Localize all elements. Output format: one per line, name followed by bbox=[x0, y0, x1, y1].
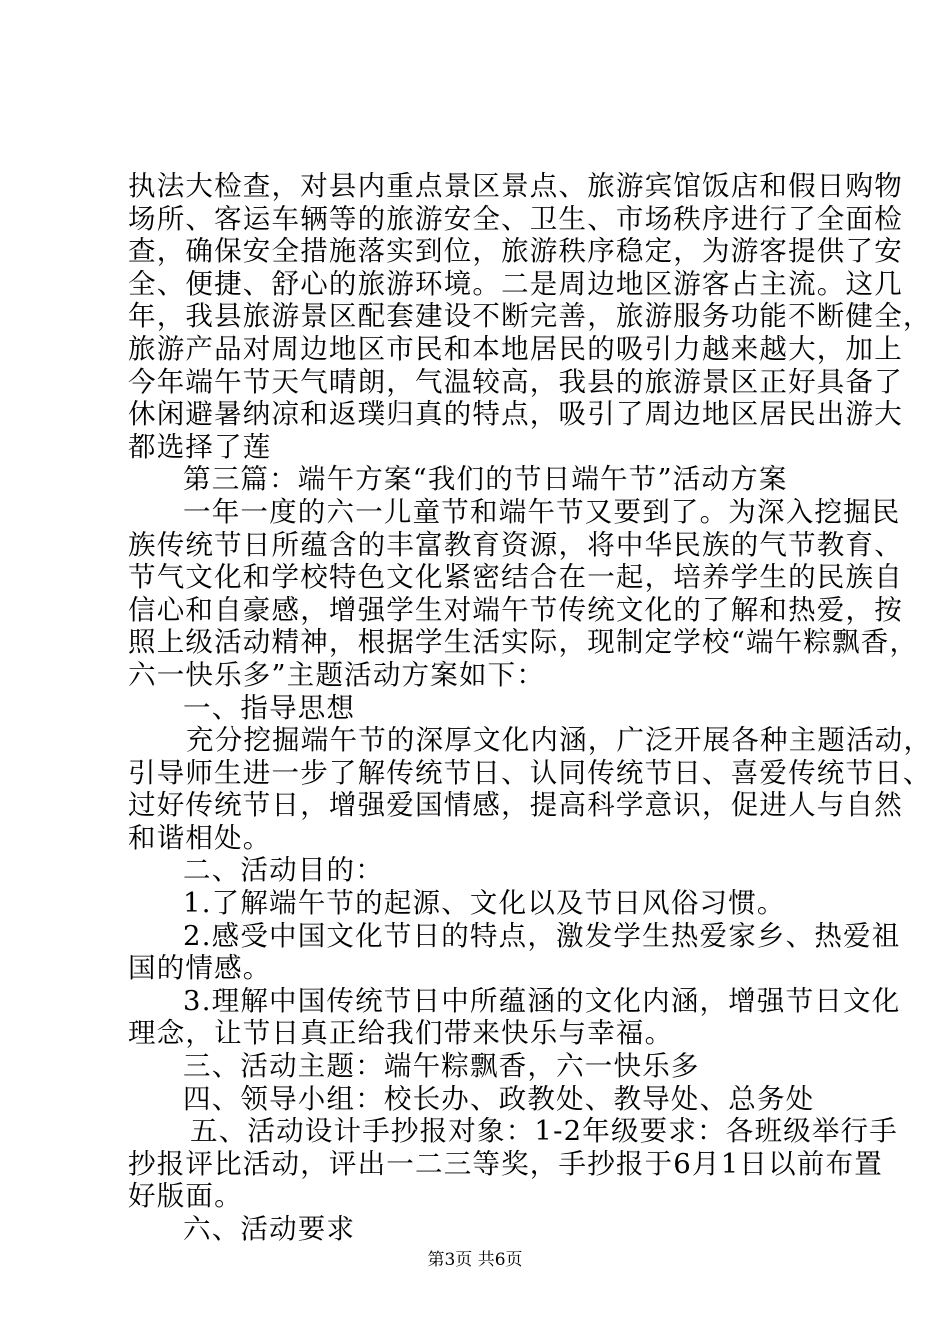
text-line: 年，我县旅游景区配套建设不断完善，旅游服务功能不断健全， bbox=[128, 300, 932, 333]
text-line: 充分挖掘端午节的深厚文化内涵，广泛开展各种主题活动， bbox=[186, 724, 933, 757]
text-line: 都选择了莲 bbox=[128, 430, 272, 463]
section-heading: 一、指导思想 bbox=[183, 691, 356, 724]
text-line: 节气文化和学校特色文化紧密结合在一起，培养学生的民族自 bbox=[128, 561, 903, 594]
text-line: 信心和自豪感，增强学生对端午节传统文化的了解和热爱，按 bbox=[128, 593, 903, 626]
text-line: 好版面。 bbox=[128, 1180, 243, 1213]
section-heading: 三、活动主题：端午粽飘香，六一快乐多 bbox=[183, 1050, 700, 1083]
text-line: 全、便捷、舒心的旅游环境。二是周边地区游客占主流。这几 bbox=[128, 267, 903, 300]
text-line: 休闲避暑纳凉和返璞归真的特点，吸引了周边地区居民出游大 bbox=[128, 398, 903, 431]
text-line: 一年一度的六一儿童节和端午节又要到了。为深入挖掘民 bbox=[183, 495, 901, 528]
list-item: 2.感受中国文化节日的特点，激发学生热爱家乡、热爱祖 bbox=[183, 919, 901, 952]
text-line: 族传统节日所蕴含的丰富教育资源，将中华民族的气节教育、 bbox=[128, 528, 903, 561]
section-heading: 第三篇：端午方案“我们的节日端午节”活动方案 bbox=[183, 463, 788, 496]
section-heading: 二、活动目的： bbox=[183, 854, 384, 887]
text-line: 过好传统节日，增强爱国情感，提高科学意识，促进人与自然 bbox=[128, 789, 903, 822]
text-line: 抄报评比活动，评出一二三等奖，手抄报于6月1日以前布置 bbox=[128, 1147, 883, 1180]
section-heading: 四、领导小组：校长办、政教处、教导处、总务处 bbox=[183, 1082, 815, 1115]
text-line: 国的情感。 bbox=[128, 952, 272, 985]
section-heading: 五、活动设计手抄报对象：1-2年级要求：各班级举行手 bbox=[190, 1115, 898, 1148]
list-item: 3.理解中国传统节日中所蕴涵的文化内涵，增强节日文化 bbox=[183, 984, 901, 1017]
text-line: 和谐相处。 bbox=[128, 821, 272, 854]
text-line: 今年端午节天气晴朗，气温较高，我县的旅游景区正好具备了 bbox=[128, 365, 903, 398]
text-line: 引导师生进一步了解传统节日、认同传统节日、喜爱传统节日、 bbox=[128, 756, 932, 789]
section-heading: 六、活动要求 bbox=[183, 1213, 356, 1245]
text-line: 查，确保安全措施落实到位，旅游秩序稳定，为游客提供了安 bbox=[128, 235, 903, 268]
page-footer: 第3页 共6页 bbox=[427, 1250, 523, 1270]
text-line: 理念，让节日真正给我们带来快乐与幸福。 bbox=[128, 1017, 674, 1050]
list-item: 1.了解端午节的起源、文化以及节日风俗习惯。 bbox=[183, 887, 786, 920]
document-body bbox=[128, 170, 933, 1246]
text-line: 六一快乐多”主题活动方案如下： bbox=[128, 658, 546, 691]
text-line: 旅游产品对周边地区市民和本地居民的吸引力越来越大，加上 bbox=[128, 332, 903, 365]
text-line: 执法大检查，对县内重点景区景点、旅游宾馆饭店和假日购物 bbox=[128, 170, 903, 202]
text-line: 场所、客运车辆等的旅游安全、卫生、市场秩序进行了全面检 bbox=[128, 202, 903, 235]
text-line: 照上级活动精神，根据学生活实际，现制定学校“端午粽飘香， bbox=[128, 626, 919, 659]
